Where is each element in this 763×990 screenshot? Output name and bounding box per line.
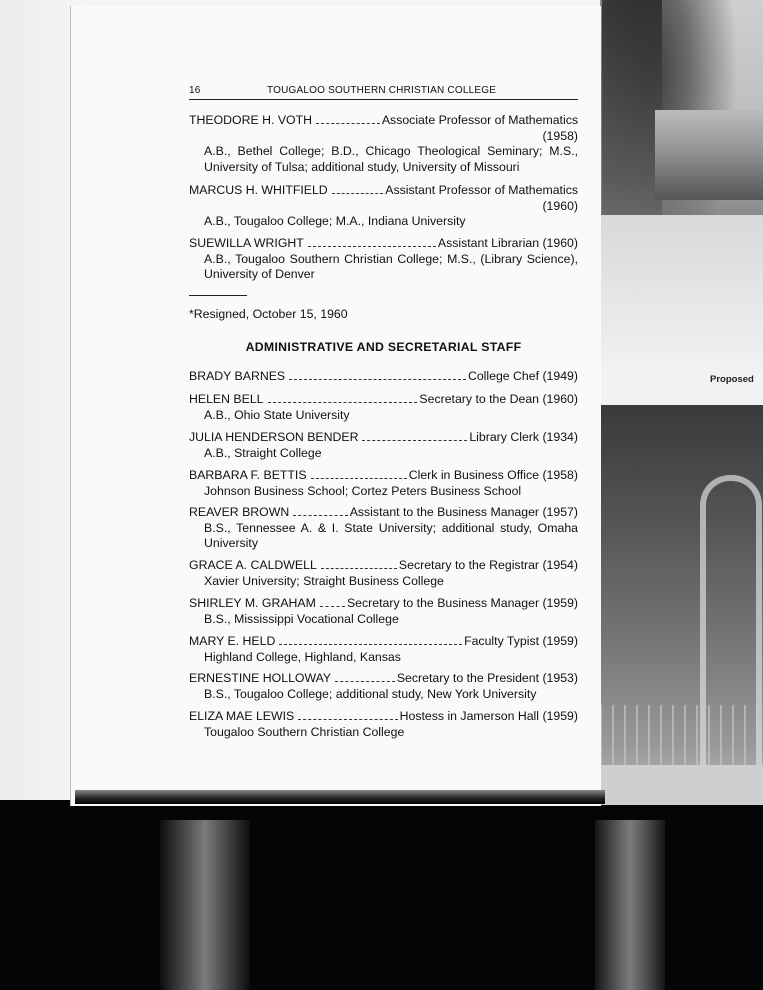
person-name: JULIA HENDERSON BENDER bbox=[189, 430, 359, 444]
section-title: ADMINISTRATIVE AND SECRETARIAL STAFF bbox=[245, 340, 522, 354]
person-year: (1958) bbox=[542, 128, 578, 143]
person-title: Secretary to the Registrar (1954) bbox=[398, 558, 578, 572]
staff-entry bbox=[189, 596, 578, 627]
footnote: *Resigned, October 15, 1960 bbox=[189, 307, 348, 321]
staff-entry bbox=[189, 392, 578, 423]
person-details: A.B., Tougaloo Southern Christian College; M.S., (Library Science), University of Denver bbox=[204, 251, 578, 281]
person-title: Associate Professor of Mathematics bbox=[381, 113, 578, 127]
person-name: MARY E. HELD bbox=[189, 634, 276, 648]
staff-entry bbox=[189, 558, 578, 589]
page-number: 16 bbox=[189, 85, 201, 96]
person-title: Secretary to the Dean (1960) bbox=[419, 392, 578, 406]
person-details: A.B., Bethel College; B.D., Chicago Theological Seminary; M.S., University of Tulsa; additional study, University of Missouri bbox=[204, 144, 578, 174]
person-details: A.B., Tougaloo College; M.A., Indiana University bbox=[204, 214, 466, 228]
person-name: MARCUS H. WHITFIELD bbox=[189, 183, 328, 197]
person-name: REAVER BROWN bbox=[189, 505, 290, 519]
footnote-rule bbox=[189, 295, 247, 296]
person-details: A.B., Ohio State University bbox=[204, 407, 350, 422]
photo-campus-building bbox=[600, 0, 763, 365]
staff-entry bbox=[189, 430, 578, 461]
faculty-entry bbox=[189, 183, 578, 230]
person-name: SHIRLEY M. GRAHAM bbox=[189, 596, 316, 610]
staff-entry bbox=[189, 468, 578, 499]
person-name: HELEN BELL bbox=[189, 392, 264, 406]
running-head: TOUGALOO SOUTHERN CHRISTIAN COLLEGE bbox=[267, 85, 497, 96]
dark-background bbox=[0, 800, 763, 990]
person-name: BARBARA F. BETTIS bbox=[189, 468, 307, 482]
person-name: BRADY BARNES bbox=[189, 369, 286, 383]
person-title: Faculty Typist (1959) bbox=[464, 634, 578, 648]
person-name: SUEWILLA WRIGHT bbox=[189, 236, 304, 250]
photo-campus-gate bbox=[600, 405, 763, 805]
photo-caption: Proposed bbox=[710, 374, 754, 385]
person-name: GRACE A. CALDWELL bbox=[189, 558, 317, 572]
person-details: B.S., Tennessee A. & I. State University; additional study, Omaha University bbox=[204, 520, 578, 550]
person-year: (1960) bbox=[542, 198, 578, 213]
staff-entry bbox=[189, 369, 578, 385]
person-name: ELIZA MAE LEWIS bbox=[189, 709, 295, 723]
person-details: B.S., Tougaloo College; additional study, New York University bbox=[204, 686, 537, 701]
staff-entry bbox=[189, 671, 578, 702]
person-details: Tougaloo Southern Christian College bbox=[204, 724, 405, 739]
person-title: Library Clerk (1934) bbox=[469, 430, 578, 444]
faculty-entry bbox=[189, 113, 578, 175]
staff-entry bbox=[189, 709, 578, 740]
person-title: Secretary to the President (1953) bbox=[396, 671, 578, 685]
person-name: ERNESTINE HOLLOWAY bbox=[189, 671, 332, 685]
person-title: Clerk in Business Office (1958) bbox=[408, 468, 578, 482]
person-title: Assistant to the Business Manager (1957) bbox=[349, 505, 578, 519]
faculty-entry bbox=[189, 236, 578, 283]
person-name: THEODORE H. VOTH bbox=[189, 113, 312, 127]
person-details: Johnson Business School; Cortez Peters Business School bbox=[204, 483, 522, 498]
person-title: Hostess in Jamerson Hall (1959) bbox=[399, 709, 578, 723]
person-details: Highland College, Highland, Kansas bbox=[204, 649, 401, 664]
person-details: A.B., Straight College bbox=[204, 445, 322, 460]
person-details: Xavier University; Straight Business College bbox=[204, 573, 444, 588]
page-header bbox=[189, 85, 578, 100]
person-title: College Chef (1949) bbox=[467, 369, 578, 383]
person-details: B.S., Mississippi Vocational College bbox=[204, 611, 399, 626]
staff-entry bbox=[189, 634, 578, 665]
person-title: Secretary to the Business Manager (1959) bbox=[346, 596, 578, 610]
person-title: Assistant Professor of Mathematics bbox=[385, 183, 578, 197]
person-title: Assistant Librarian (1960) bbox=[437, 236, 578, 250]
staff-entry bbox=[189, 505, 578, 552]
